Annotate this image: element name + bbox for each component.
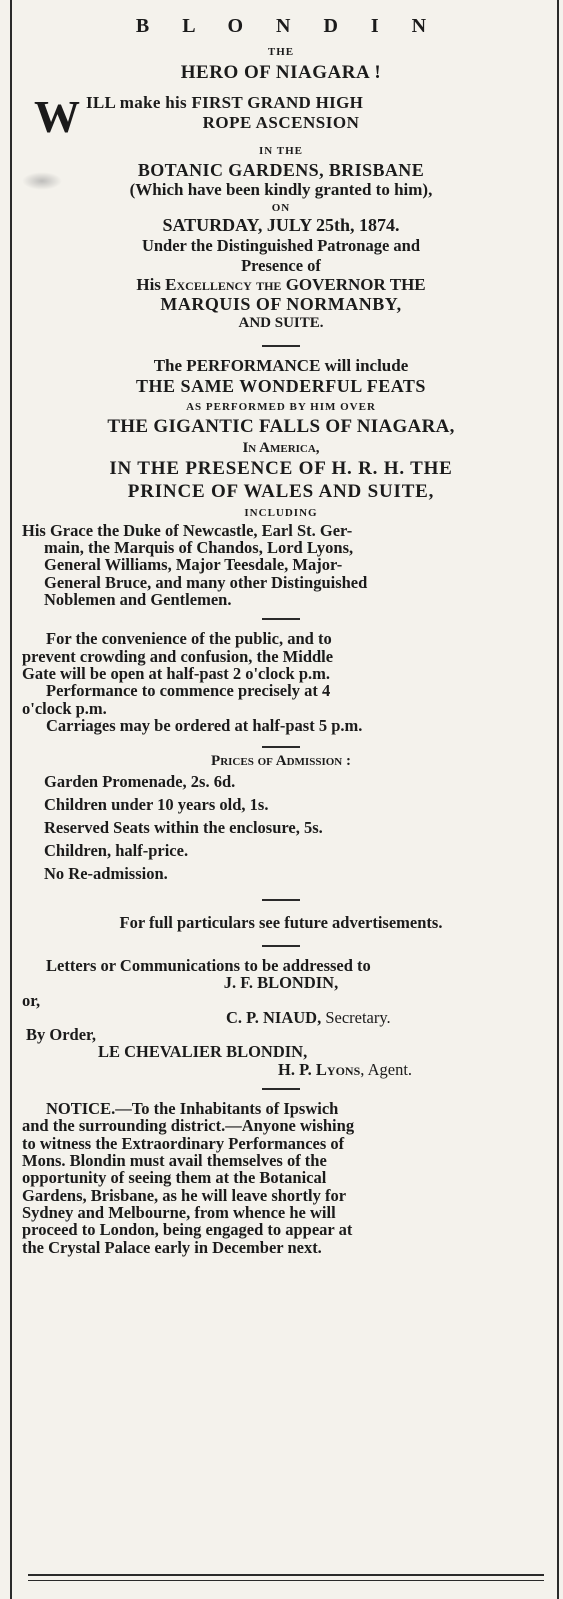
- in-america: In America,: [242, 439, 320, 456]
- venue-line: BOTANIC GARDENS, BRISBANE: [137, 160, 425, 181]
- event-date: SATURDAY, JULY 25th, 1874.: [162, 215, 400, 236]
- guest-line: main, the Marquis of Chandos, Lord Lyons,: [44, 538, 354, 558]
- left-column-rule: [10, 0, 12, 1599]
- price-item: Children under 10 years old, 1s.: [44, 794, 269, 814]
- headline-name: B L O N D I N: [135, 15, 441, 37]
- ascension-line-2: ROPE ASCENSION: [202, 113, 360, 133]
- agent-line: [16, 1061, 546, 1078]
- notice-line: Sydney and Melbourne, from whence he will: [22, 1202, 336, 1222]
- section-divider: [262, 899, 300, 901]
- as-performed: AS PERFORMED BY HIM OVER: [186, 401, 376, 414]
- notice-line: proceed to London, being engaged to appear at: [22, 1220, 353, 1240]
- ascension-line-1: ILL make his FIRST GRAND HIGH: [86, 93, 364, 113]
- in-the-label: IN THE: [258, 145, 303, 158]
- agent-title: , Agent.: [360, 1059, 413, 1079]
- headline-hero: HERO OF NIAGARA !: [180, 61, 382, 83]
- convenience-line: prevent crowding and confusion, the Middle: [22, 646, 334, 666]
- performance-include: The PERFORMANCE will include: [153, 356, 409, 376]
- prices-heading: Prices of Admission :: [211, 753, 351, 770]
- including-label: INCLUDING: [244, 507, 318, 520]
- granted-line: (Which have been kindly granted to him),: [129, 179, 433, 199]
- guest-line: His Grace the Duke of Newcastle, Earl St. Ger-: [22, 520, 353, 540]
- agent-initials: H. P.: [278, 1059, 316, 1079]
- notice-line: to witness the Extraordinary Performances of: [22, 1133, 345, 1153]
- guest-line: Noblemen and Gentlemen.: [44, 589, 232, 609]
- price-item: Garden Promenade, 2s. 6d.: [44, 771, 236, 791]
- guest-line: General Williams, Major Teesdale, Major-: [44, 555, 343, 575]
- niagara-falls: THE GIGANTIC FALLS OF NIAGARA,: [107, 415, 455, 437]
- excellency-governor: GOVERNOR THE: [281, 274, 426, 294]
- excellency-his: His: [136, 274, 166, 294]
- secretary-title: Secretary.: [325, 1007, 391, 1027]
- notice-line: the Crystal Palace early in December next.: [22, 1237, 322, 1257]
- convenience-line: Gate will be open at half-past 2 o'clock p.m.: [22, 663, 330, 683]
- contact-section: [16, 957, 546, 1078]
- price-list: [16, 770, 546, 885]
- advertisement-column: [16, 4, 546, 1256]
- marquis-line: MARQUIS OF NORMANBY,: [160, 293, 402, 314]
- notice-paragraph: [16, 1100, 546, 1256]
- section-divider: [262, 746, 300, 748]
- chevalier-line: LE CHEVALIER BLONDIN,: [98, 1042, 308, 1062]
- closing-rule: [28, 1574, 544, 1576]
- right-column-rule: [557, 0, 559, 1599]
- on-label: ON: [271, 201, 291, 214]
- notice-line: NOTICE.—To the Inhabitants of Ipswich: [46, 1099, 339, 1119]
- letters-line: Letters or Communications to be addressed to: [46, 955, 371, 975]
- guest-list: [16, 522, 546, 609]
- royal-presence: IN THE PRESENCE OF H. R. H. THE: [109, 458, 453, 480]
- notice-line: and the surrounding district.—Anyone wishing: [22, 1116, 355, 1136]
- excellency-line: [16, 276, 546, 294]
- commence-line: o'clock p.m.: [22, 698, 107, 718]
- notice-line: Mons. Blondin must avail themselves of the: [22, 1151, 327, 1171]
- agent-surname: Lyons: [315, 1059, 361, 1079]
- section-divider: [262, 618, 300, 620]
- price-item: Children, half-price.: [44, 840, 189, 860]
- particulars-line: For full particulars see future advertisements.: [119, 912, 443, 932]
- guest-line: General Bruce, and many other Distinguished: [44, 572, 368, 592]
- excellency-smallcaps: Excellency the: [165, 274, 282, 294]
- or-label: or,: [22, 990, 41, 1010]
- prince-of-wales: PRINCE OF WALES AND SUITE,: [127, 481, 435, 503]
- presence-line: Presence of: [241, 255, 321, 275]
- price-item: No Re-admission.: [44, 863, 168, 883]
- by-order: By Order,: [26, 1025, 96, 1045]
- convenience-line: For the convenience of the public, and to: [46, 629, 332, 649]
- section-divider: [262, 345, 300, 347]
- drop-cap: W: [34, 91, 80, 143]
- price-item: Reserved Seats within the enclosure, 5s.: [44, 817, 323, 837]
- patronage-line: Under the Distinguished Patronage and: [141, 236, 421, 256]
- commence-line: Performance to commence precisely at 4: [46, 681, 331, 701]
- carriages-line: Carriages may be ordered at half-past 5 p.m.: [46, 715, 363, 735]
- ascension-announcement: [16, 91, 546, 143]
- secretary-name: C. P. NIAUD,: [226, 1007, 326, 1027]
- headline-the: THE: [267, 46, 295, 58]
- section-divider: [262, 1088, 300, 1090]
- closing-rule-thin: [28, 1580, 544, 1581]
- section-divider: [262, 945, 300, 947]
- notice-line: opportunity of seeing them at the Botanical: [22, 1168, 327, 1188]
- notice-line: Gardens, Brisbane, as he will leave shortly for: [22, 1185, 347, 1205]
- contact-name: J. F. BLONDIN,: [223, 973, 339, 993]
- convenience-paragraph: [16, 630, 546, 734]
- wonderful-feats: THE SAME WONDERFUL FEATS: [136, 376, 426, 397]
- secretary-line: [16, 1009, 546, 1026]
- suite-line: AND SUITE.: [238, 314, 324, 331]
